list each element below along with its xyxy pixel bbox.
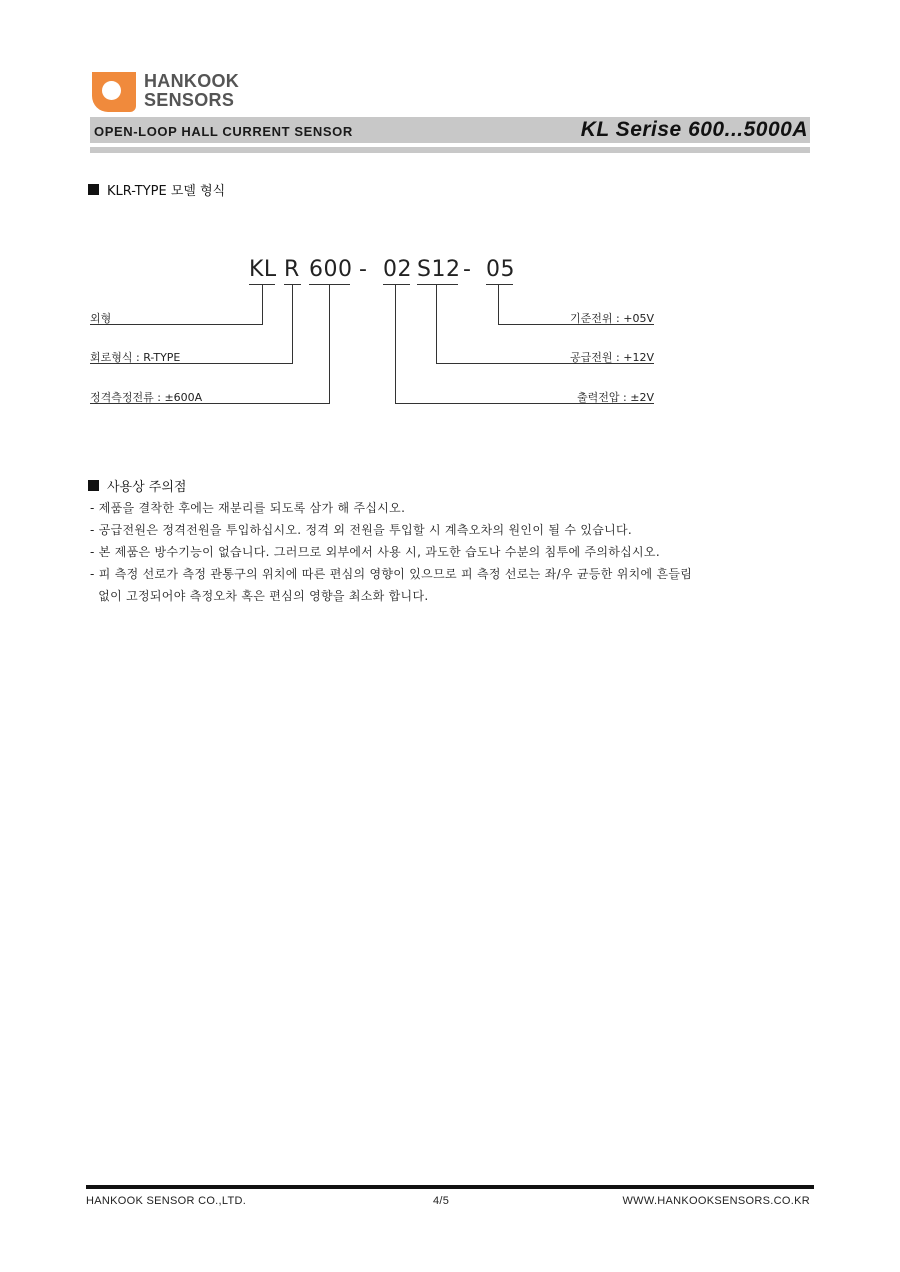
code-part-reference: 05 <box>486 257 515 282</box>
brand-line-1: HANKOOK <box>144 71 240 91</box>
brand-logo-text <box>144 72 239 110</box>
brand-line-2: SENSORS <box>144 90 235 110</box>
connector-output-vertical <box>395 285 396 403</box>
footer-company: HANKOOK SENSOR CO.,LTD. <box>86 1195 247 1207</box>
code-part-supply: S12 <box>417 257 461 282</box>
connector-shape-vertical <box>262 285 263 324</box>
caution-note: - 피 측정 선로가 측정 관통구의 위치에 따른 편심의 영향이 있으므로 피 측정 선로는 좌/우 균등한 위치에 흔들림 <box>90 567 693 581</box>
underline-supply <box>417 284 458 285</box>
code-part-dash-1: - <box>359 257 368 282</box>
connector-shape-horizontal <box>90 324 263 325</box>
connector-reference-vertical <box>498 285 499 324</box>
underline-reference <box>486 284 513 285</box>
caution-note: - 본 제품은 방수기능이 없습니다. 그러므로 외부에서 사용 시, 과도한 습도나 수분의 침투에 주의하십시오. <box>90 545 660 559</box>
code-part-kl: KL <box>249 257 277 282</box>
caution-note: - 제품을 결착한 후에는 재분리를 되도록 삼가 해 주십시오. <box>90 501 406 515</box>
footer-website: WWW.HANKOOKSENSORS.CO.KR <box>622 1195 810 1207</box>
caution-section-title-text: 사용상 주의점 <box>107 480 187 495</box>
header-rule <box>90 147 810 153</box>
square-bullet-icon <box>88 184 99 195</box>
label-shape: 외형 <box>90 312 112 325</box>
underline-output <box>383 284 410 285</box>
label-output-voltage: 출력전압 : ±2V <box>577 391 654 404</box>
header-subtitle: OPEN-LOOP HALL CURRENT SENSOR <box>94 124 353 139</box>
caution-section-title <box>88 476 186 495</box>
header-series-title: KL Serise 600...5000A <box>580 118 808 141</box>
code-part-r: R <box>284 257 300 282</box>
code-part-current: 600 <box>309 257 353 282</box>
footer-rule <box>86 1185 814 1189</box>
label-supply-voltage: 공급전원 : +12V <box>570 351 654 364</box>
connector-supply-vertical <box>436 285 437 363</box>
model-section-title-text: KLR-TYPE 모델 형식 <box>107 184 226 199</box>
code-part-dash-2: - <box>463 257 472 282</box>
model-section-title <box>88 180 225 199</box>
caution-note: - 공급전원은 정격전원을 투입하십시오. 정격 외 전원을 투입할 시 계측오차의 원인이 될 수 있습니다. <box>90 523 633 537</box>
connector-circuit-vertical <box>292 285 293 363</box>
label-rated-current: 정격측정전류 : ±600A <box>90 391 203 404</box>
label-circuit: 회로형식 : R-TYPE <box>90 351 181 364</box>
connector-current-vertical <box>329 285 330 403</box>
label-reference-voltage: 기준전위 : +05V <box>570 312 654 325</box>
caution-note-continuation: 없이 고정되어야 측정오차 혹은 편심의 영향을 최소화 합니다. <box>90 589 429 603</box>
logo-dot <box>102 81 121 100</box>
footer-page-number: 4/5 <box>433 1195 450 1207</box>
code-part-output: 02 <box>383 257 412 282</box>
square-bullet-icon <box>88 480 99 491</box>
